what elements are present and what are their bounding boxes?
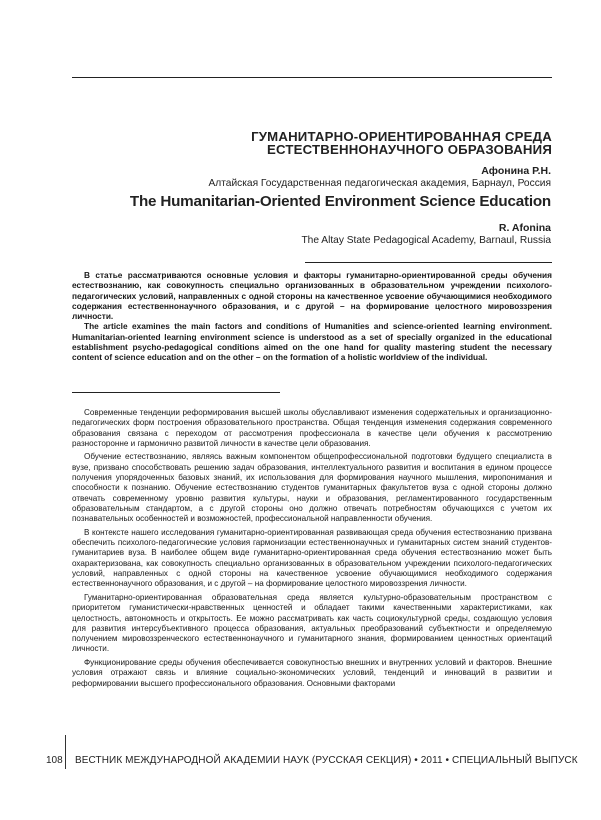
affiliation-en: The Altay State Pedagogical Academy, Barnaul, Russia [301, 235, 551, 246]
top-rule [72, 77, 552, 78]
body-paragraph: Обучение естествознанию, являясь важным компонентом общепрофессиональной подготовки будущего специалиста в вузе, призвано способствовать решению задач образования, интеллектуального развития и воспитания в едином процессе получения упорядоченных базовых знаний, их использования для формирования научного мышления, миропонимания и способности к познанию. Обучение естествознанию студентов гуманитарных факультетов вуза с одной стороны должно отвечать современному уровню развития культуры, науки и образования, регламентированного государственным образовательным стандартом, а с другой стороны оно должно отвечать потребностям обучающихся с учетом их познавательных особенностей и возможностей, профессиональной направленности обучения. [72, 452, 552, 524]
article-body [72, 408, 552, 692]
abstract [72, 270, 552, 363]
body-paragraph: Современные тенденции реформирования высшей школы обуславливают изменения содержательных и организационно-педагогических форм построения образовательного пространства. Общая тенденция изменения содержания современного образования связана с переходом от рассмотрения профессионала в качестве цели обучения к рассмотрению разносторонне и гармонично развитой личности в качестве цели образования. [72, 408, 552, 448]
abstract-ru: В статье рассматриваются основные условия и факторы гуманитарно-ориентированной среды обучения естествознанию, как совокупность специально организованных в образовательном учреждении психолого-педагогических условий, направленных с одной стороны на качественное усвоение обучающимися необходимого содержания естественнонаучного образования, и с другой – на формирование целостного мировоззрения личности. [72, 270, 552, 322]
article-title-ru [150, 131, 552, 156]
author-name-en: R. Afonina [498, 222, 551, 234]
article-title-ru-line-1: ГУМАНИТАРНО-ОРИЕНТИРОВАННАЯ СРЕДА [251, 129, 552, 144]
body-paragraph: В контексте нашего исследования гуманитарно-ориентированная развивающая среда обучения естествознанию призвана обеспечить психолого-педагогические условия гармонизации естественнонаучных и гуманитарных систем знаний студентов-гуманитариев вуза. В наиболее общем виде гуманитарно-ориентированная среда обучения естествознанию может быть охарактеризована, как совокупность специально организованных в образовательном учреждении психолого-педагогических условий, направленных с одной стороны на качественное усвоение обучающимися необходимого содержания естественнонаучного образования, и с другой – на формирование целостного мировоззрения личности. [72, 527, 552, 589]
abstract-top-rule [305, 262, 552, 263]
footer-divider [65, 735, 66, 769]
page-number: 108 [46, 755, 63, 766]
journal-footer: ВЕСТНИК МЕЖДУНАРОДНОЙ АКАДЕМИИ НАУК (РУССКАЯ СЕКЦИЯ) • 2011 • СПЕЦИАЛЬНЫЙ ВЫПУСК [75, 755, 578, 766]
article-title-en: The Humanitarian-Oriented Environment Science Education [129, 193, 551, 210]
body-paragraph: Гуманитарно-ориентированная образовательная среда является культурно-образовательным пространством с приоритетом гуманистически-нравственных ценностей и обладает такими качественными характеристиками, как целостность, автономность и открытость. Ее можно рассматривать как часть социокультурной среды, создающую условия для развития интерсубъективного процесса образования, актуальных преобразований субъектности и определяемую получением мировоззренческого естественнонаучного и гуманитарного знания, формированием ценностных ориентаций личности. [72, 592, 552, 654]
affiliation-ru: Алтайская Государственная педагогическая академия, Барнаул, Россия [208, 178, 551, 189]
abstract-en: The article examines the main factors and conditions of Humanities and science-oriented learning environment. Humanitarian-oriented learning environment science is understood as a set of specially organized in the educational establishment psycho-pedagogical conditions aimed on the one hand for quality mastering student the necessary content of science education and on the other – on the formation of a holistic worldview of the individual. [72, 321, 552, 363]
abstract-bottom-rule [72, 392, 280, 393]
body-paragraph: Функционирование среды обучения обеспечивается совокупностью внешних и внутренних условий и факторов. Внешние условия отражают связь и влияние социально-экономических условий, тенденций и инноваций в развитии и реформировании высшего профессионального образования. Основными факторами [72, 658, 552, 688]
article-title-ru-line-2: ЕСТЕСТВЕННОНАУЧНОГО ОБРАЗОВАНИЯ [266, 141, 552, 157]
author-name-ru: Афонина Р.Н. [481, 165, 551, 177]
